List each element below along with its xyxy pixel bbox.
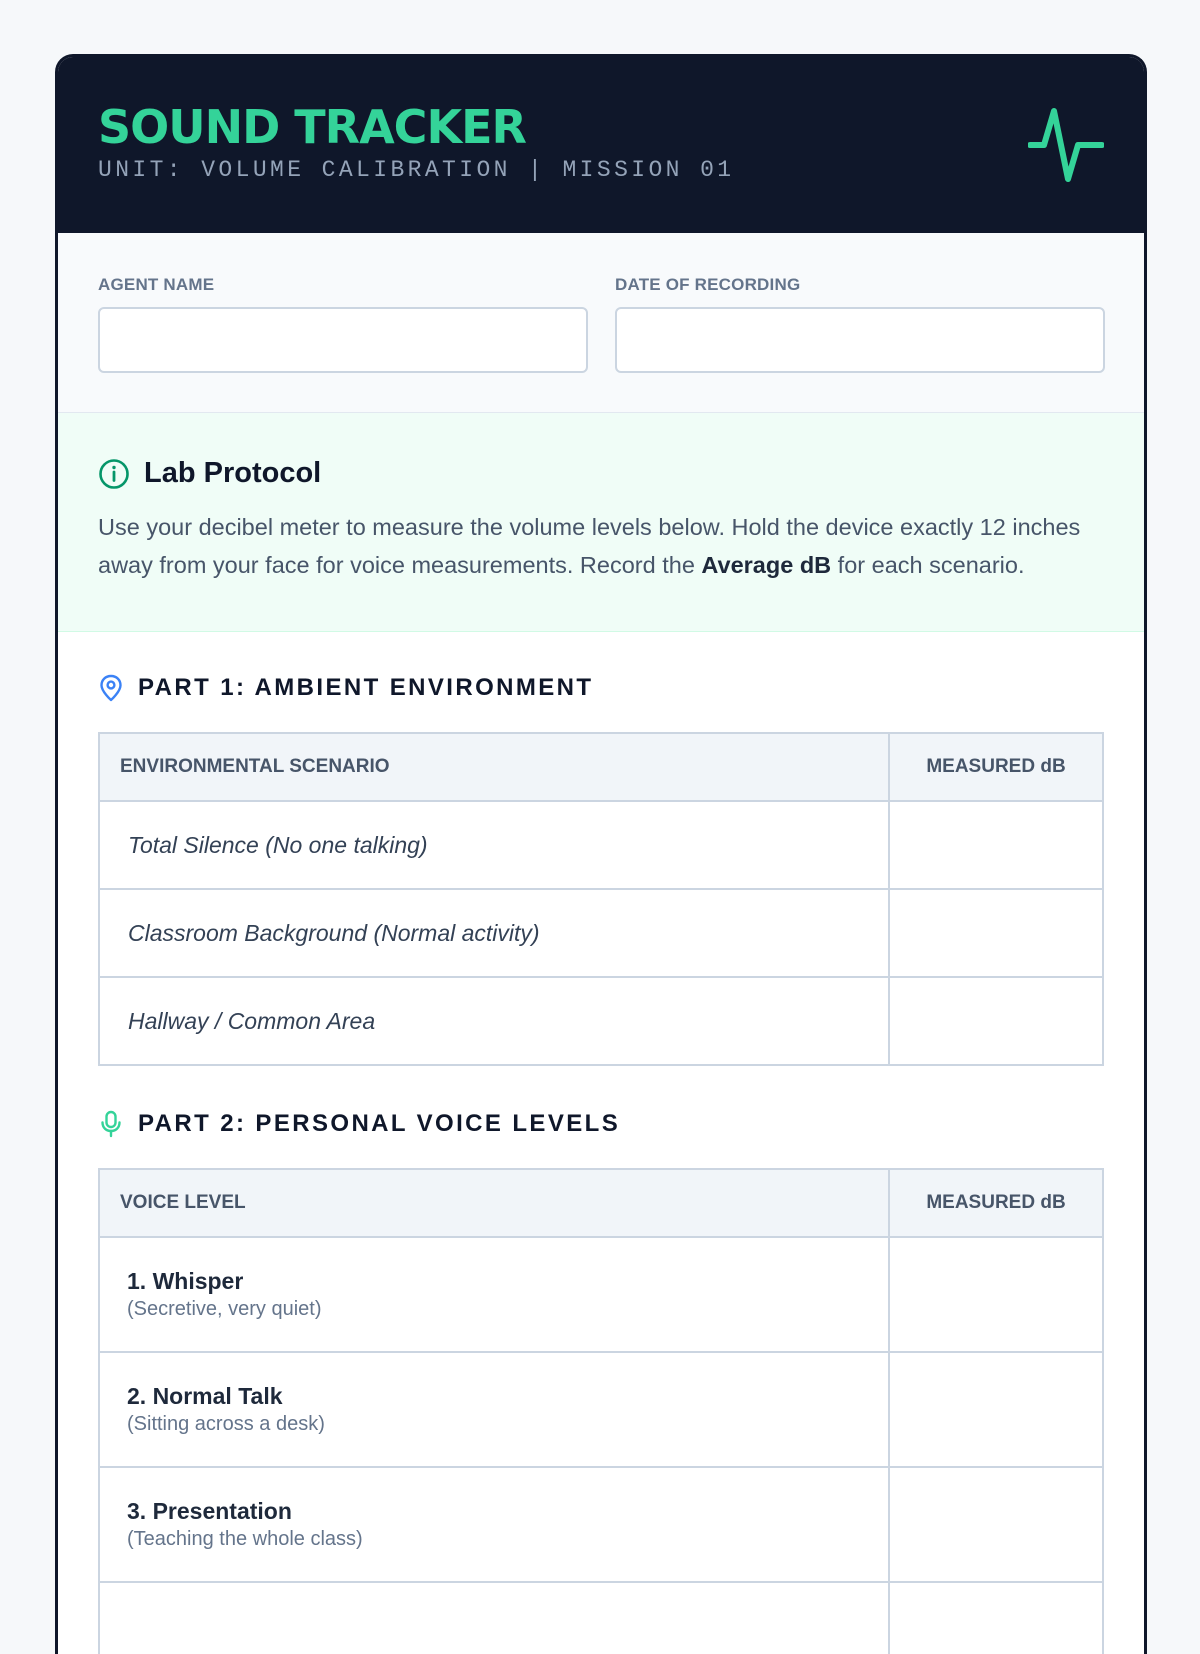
- db-entry-cell[interactable]: [889, 889, 1103, 977]
- voice-level-cell: [99, 1467, 889, 1582]
- col-voice-header: VOICE LEVEL: [99, 1169, 889, 1237]
- voice-level-name: 2. Normal Talk: [127, 1382, 283, 1409]
- db-entry-cell[interactable]: [889, 1352, 1103, 1467]
- protocol-text-start: Use your decibel meter to measure the volume levels below. Hold the device exactly 12 inches away from your face for voice measurements. Record the: [98, 514, 1081, 578]
- voice-level-name: 1. Whisper: [127, 1267, 244, 1294]
- part-1-section: [58, 632, 1144, 1066]
- info-icon: [98, 458, 130, 490]
- protocol-text: [98, 508, 1088, 584]
- db-entry-cell[interactable]: [889, 1467, 1103, 1582]
- agent-name-input[interactable]: [98, 307, 588, 373]
- table-row: [99, 1352, 1103, 1467]
- protocol-title: Lab Protocol: [144, 457, 322, 489]
- map-pin-icon: [98, 674, 124, 702]
- voice-level-name: 3. Presentation: [127, 1497, 292, 1524]
- part-2-title: PART 2: PERSONAL VOICE LEVELS: [138, 1110, 621, 1137]
- table-row: [99, 1467, 1103, 1582]
- db-entry-cell[interactable]: [889, 801, 1103, 889]
- scenario-label: Hallway / Common Area: [99, 977, 889, 1065]
- scenario-label: Classroom Background (Normal activity): [99, 889, 889, 977]
- agent-name-group: [98, 275, 588, 412]
- page-title: SOUND TRACKER: [98, 100, 526, 154]
- part-1-title: PART 1: AMBIENT ENVIRONMENT: [138, 674, 594, 701]
- date-label: DATE OF RECORDING: [615, 275, 801, 294]
- pulse-icon: [1028, 107, 1104, 183]
- table-row: [99, 1237, 1103, 1352]
- microphone-icon: [98, 1110, 124, 1138]
- protocol-text-end: for each scenario.: [831, 552, 1025, 578]
- table-row: [99, 801, 1103, 889]
- header: [58, 57, 1144, 233]
- part-2-header: [98, 1108, 1104, 1140]
- table-header-row: [99, 1169, 1103, 1237]
- table-row: [99, 977, 1103, 1065]
- voice-level-cell: [99, 1582, 889, 1654]
- voice-level-description: (Secretive, very quiet): [127, 1297, 322, 1320]
- db-entry-cell[interactable]: [889, 977, 1103, 1065]
- scenario-label: Total Silence (No one talking): [99, 801, 889, 889]
- table-row: [99, 1582, 1103, 1654]
- voice-table: [98, 1168, 1104, 1654]
- part-2-section: [58, 1066, 1144, 1654]
- protocol-text-bold: Average dB: [701, 552, 832, 578]
- col-db-header: MEASURED dB: [889, 733, 1103, 801]
- agent-name-label: AGENT NAME: [98, 275, 215, 294]
- voice-level-cell: [99, 1352, 889, 1467]
- worksheet-card: [55, 54, 1147, 1654]
- col-scenario-header: ENVIRONMENTAL SCENARIO: [99, 733, 889, 801]
- date-group: [615, 275, 1105, 412]
- voice-level-description: (Teaching the whole class): [127, 1527, 363, 1550]
- db-entry-cell[interactable]: [889, 1582, 1103, 1654]
- table-header-row: [99, 733, 1103, 801]
- voice-level-description: (Sitting across a desk): [127, 1412, 325, 1435]
- part-1-header: [98, 672, 1104, 704]
- table-row: [99, 889, 1103, 977]
- col-db-header: MEASURED dB: [889, 1169, 1103, 1237]
- db-entry-cell[interactable]: [889, 1237, 1103, 1352]
- info-fields: [58, 233, 1144, 413]
- page-subtitle: UNIT: VOLUME CALIBRATION | MISSION 01: [98, 157, 735, 183]
- ambient-table: [98, 732, 1104, 1066]
- voice-level-cell: [99, 1237, 889, 1352]
- date-input[interactable]: [615, 307, 1105, 373]
- protocol-header: [98, 457, 1104, 490]
- lab-protocol: [58, 413, 1144, 632]
